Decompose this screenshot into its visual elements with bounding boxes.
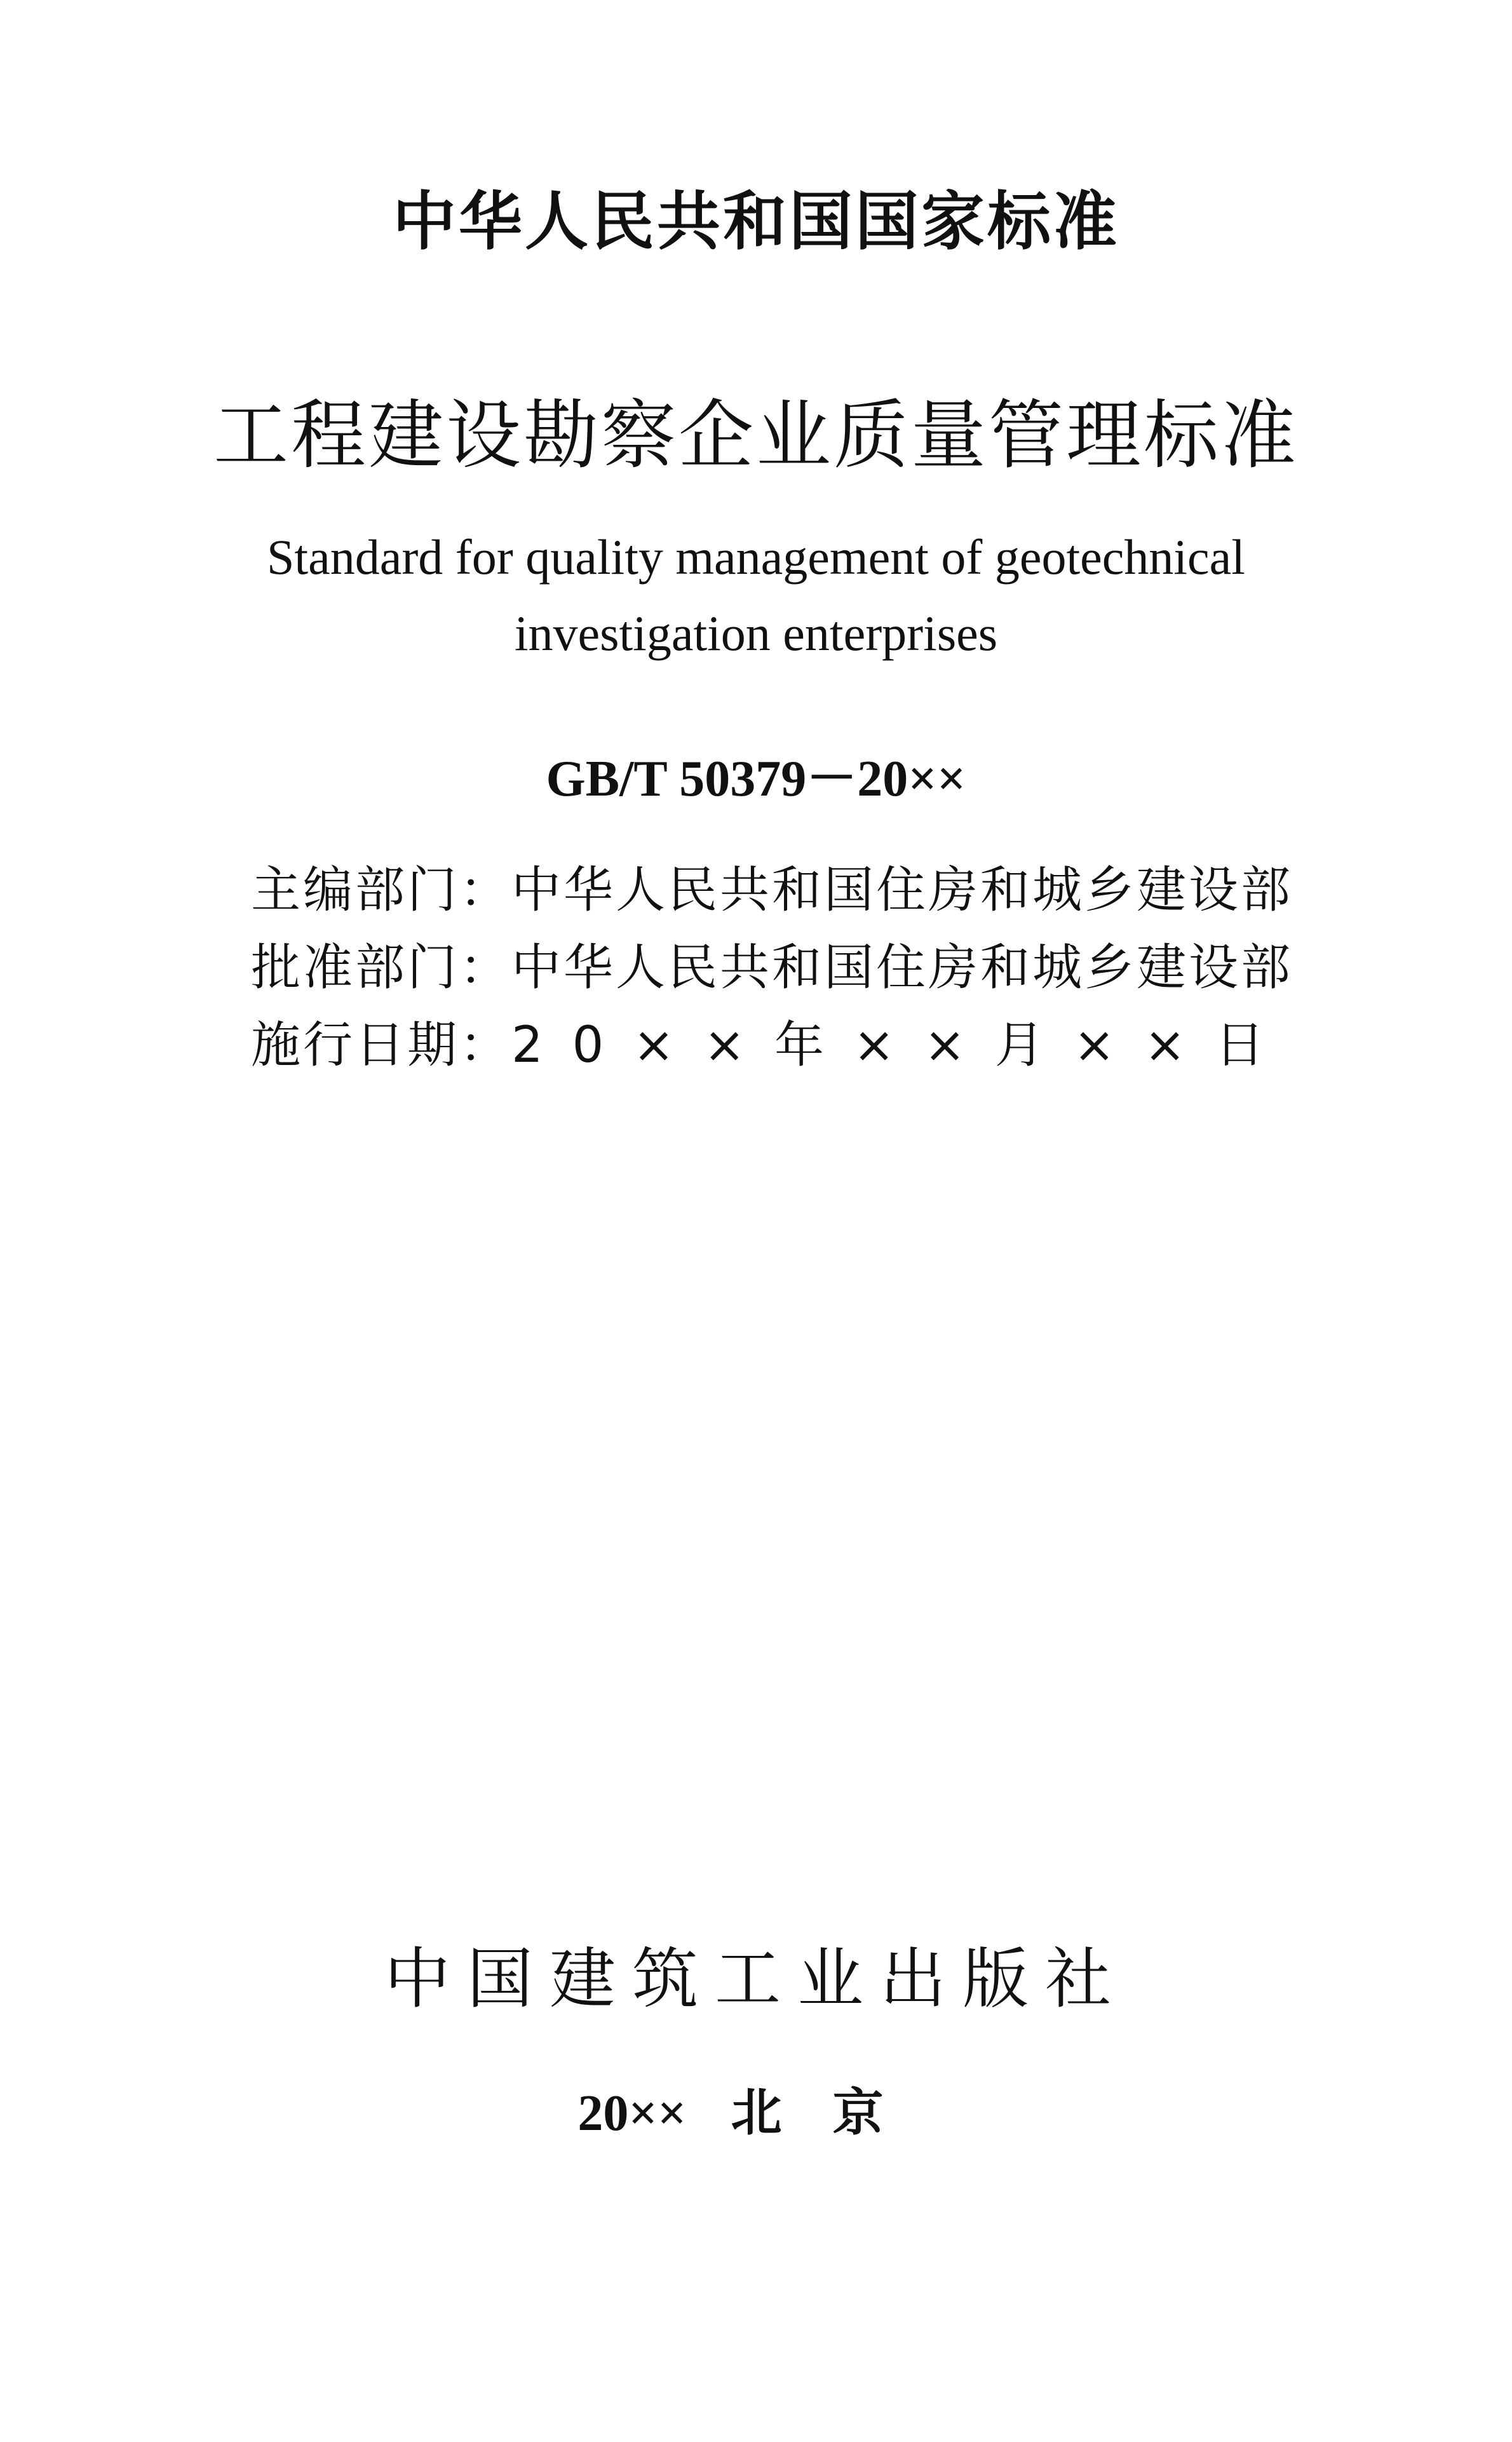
document-title-english-line2: investigation enterprises [514, 606, 998, 661]
info-value: 中华人民共和国住房和城乡建设部 [511, 939, 1293, 996]
standard-code: GB/T 50379－20×× [546, 751, 966, 807]
info-row-approval [251, 929, 1293, 1007]
info-row-effective-date [251, 1007, 1294, 1084]
info-label: 批准部门： [251, 939, 512, 996]
effective-date-value: 20××年××月××日 [511, 1017, 1294, 1074]
info-label: 施行日期： [251, 1017, 512, 1074]
publication-city: 北京 [731, 2083, 935, 2142]
standard-info-block [251, 851, 1294, 1084]
national-standard-heading: 中华人民共和国国家标准 [393, 184, 1119, 259]
publication-year: 20×× [577, 2086, 687, 2141]
info-value: 中华人民共和国住房和城乡建设部 [511, 862, 1293, 919]
info-row-chief-editor [251, 851, 1293, 929]
publisher-name: 中国建筑工业出版社 [384, 1940, 1128, 2018]
publication-year-and-city [0, 2072, 1512, 2145]
document-title-english-line1: Standard for quality management of geotechnical [267, 529, 1245, 585]
document-title-chinese: 工程建设勘察企业质量管理标准 [213, 391, 1299, 479]
info-label: 主编部门： [251, 862, 512, 919]
